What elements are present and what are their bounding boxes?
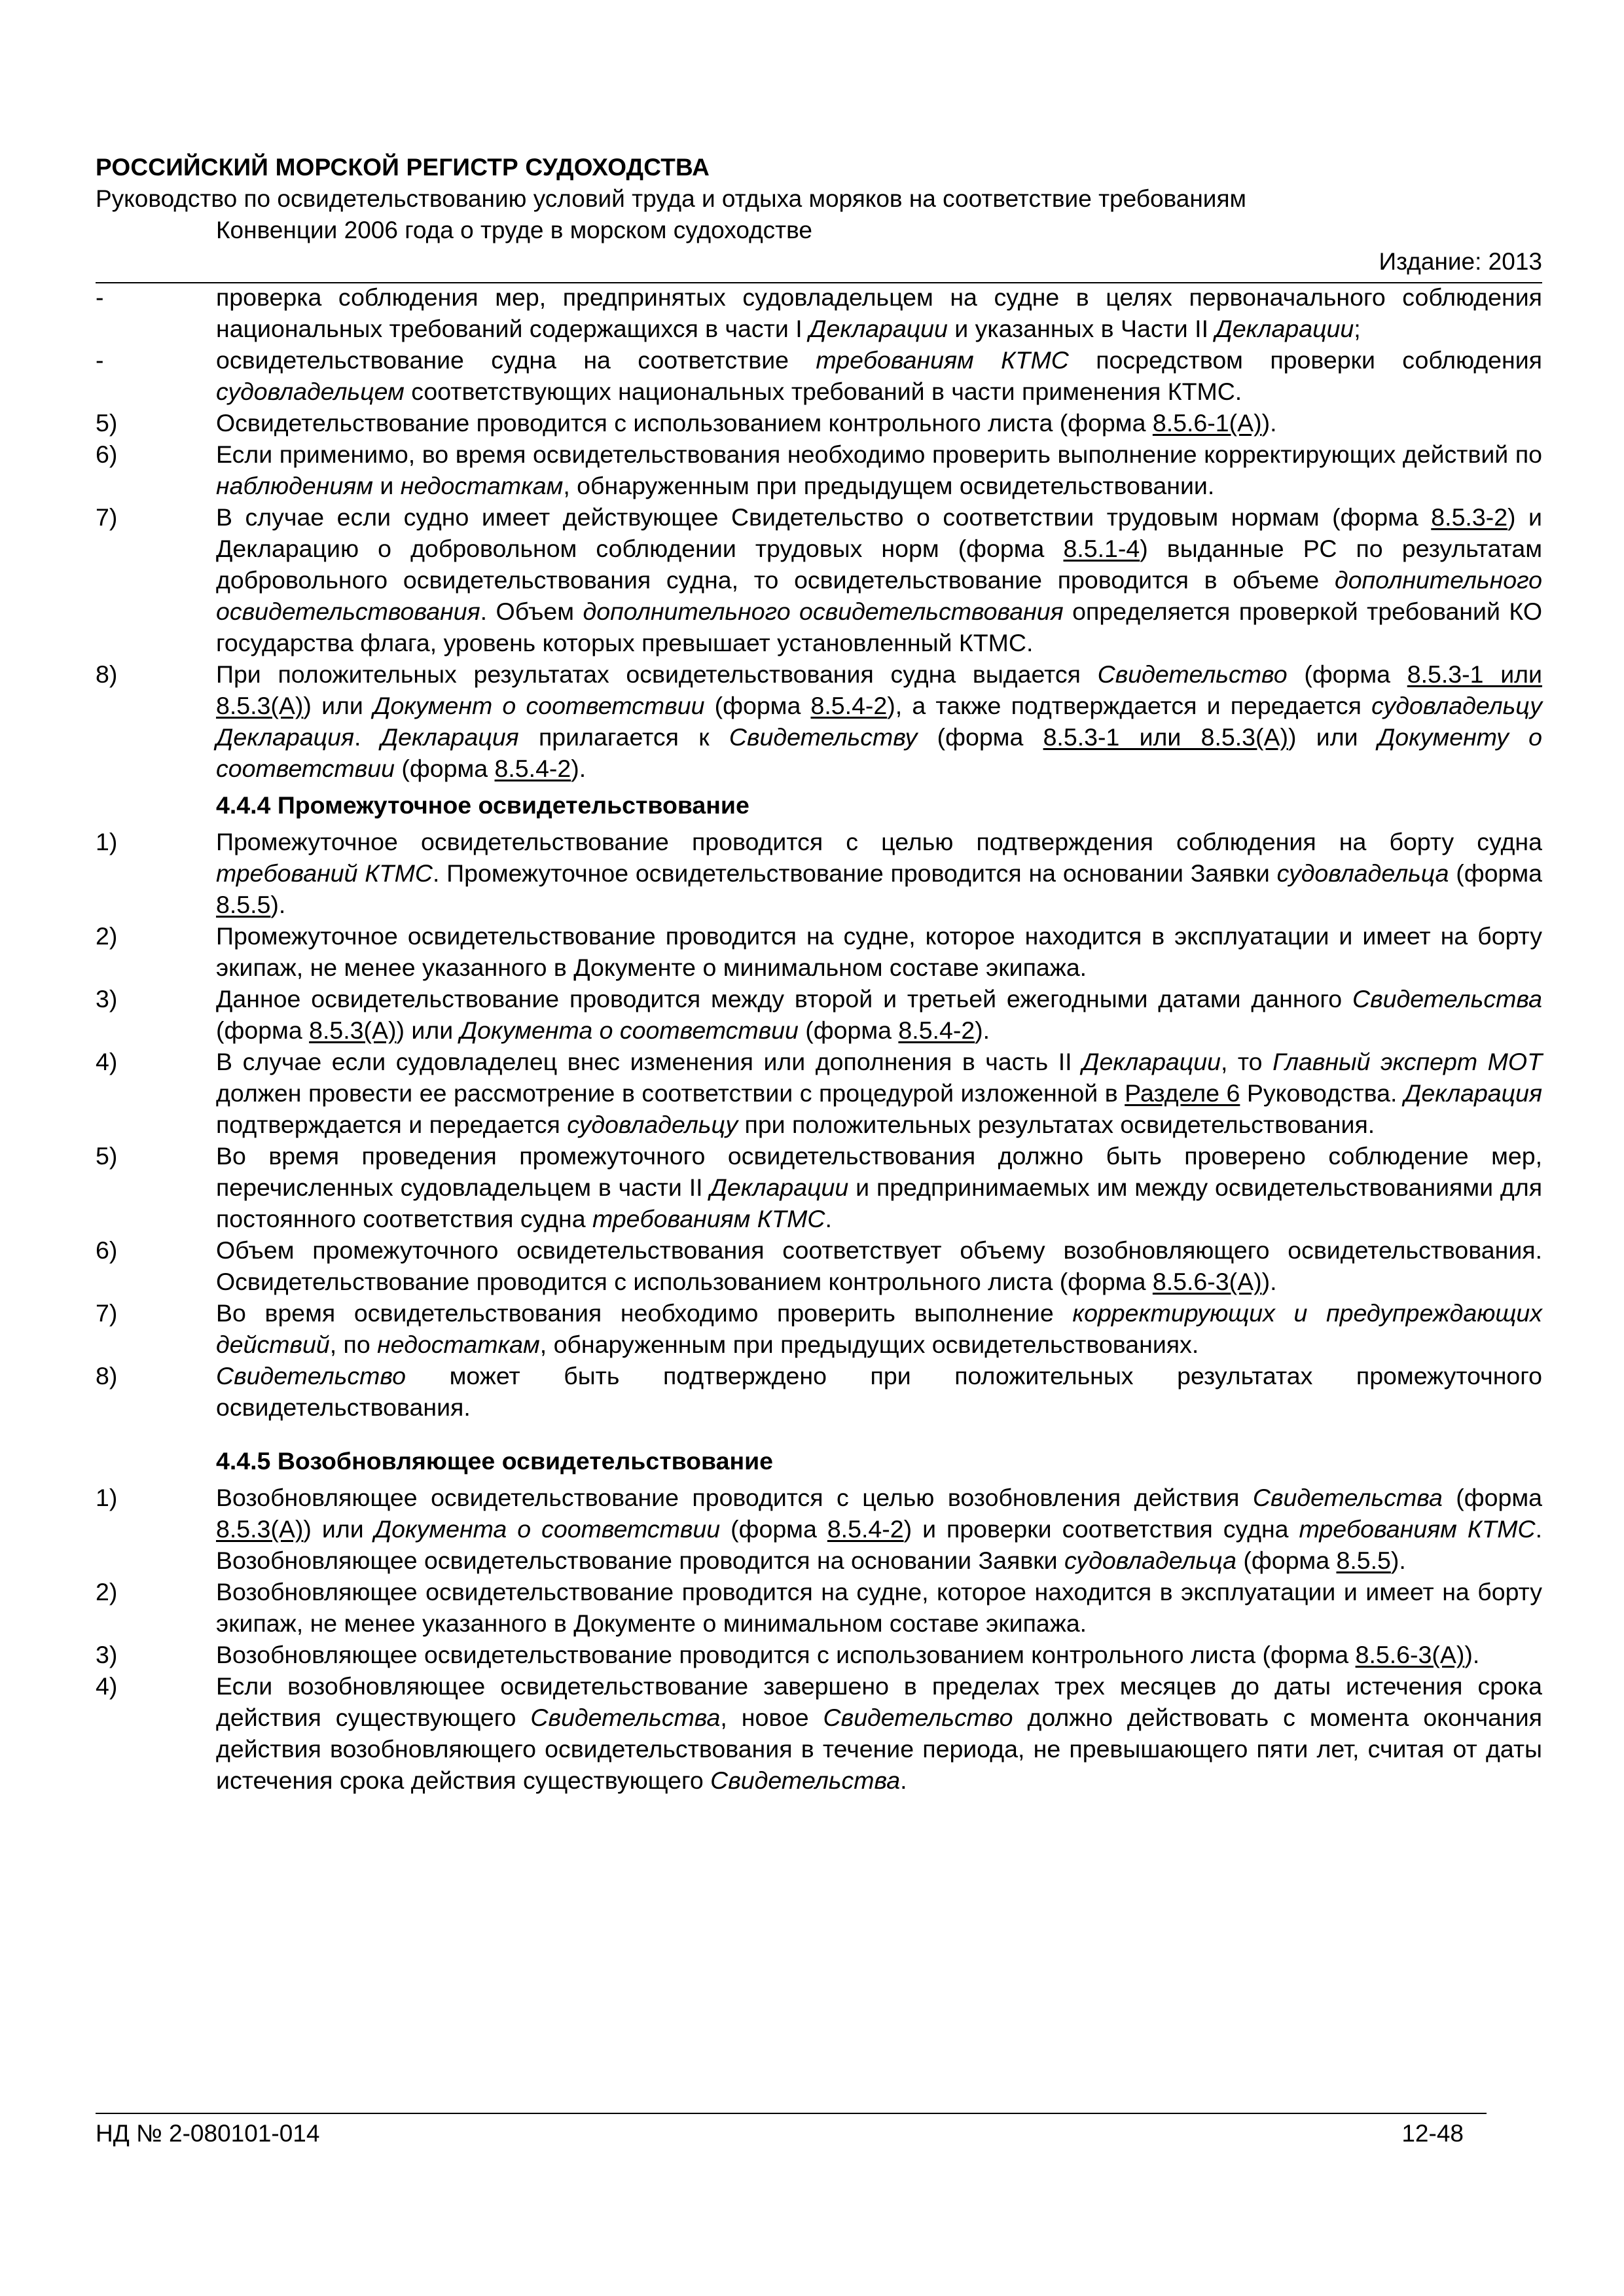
form-link[interactable]: 8.5.3-1 или 8.5.3(А) [1043, 723, 1289, 751]
paragraph: Объем промежуточного освидетельствования соответствует объему возобновляющего освидетельствования. Освидетельствование проводится с использованием контрольного листа (форма 8.5.6-3(А)). [216, 1236, 1542, 1295]
list-item [96, 1234, 1542, 1297]
list-marker: 5) [96, 1142, 118, 1170]
list-item [96, 1360, 1542, 1423]
list-marker: 7) [96, 1299, 118, 1327]
paragraph: проверка соблюдения мер, предпринятых судовладельцем на судне в целях первоначального соблюдения национальных требований содержащихся в части I Декларации и указанных в Части II Декларации; [216, 283, 1542, 342]
form-link[interactable]: 8.5.3-2 [1431, 503, 1508, 531]
list-item [96, 501, 1542, 658]
subtitle-line-2: Конвенции 2006 года о труде в морском судоходстве [216, 217, 812, 243]
list-marker: 7) [96, 503, 118, 531]
paragraph: освидетельствование судна на соответствие требованиям КТМС посредством проверки соблюдения судовладельцем соответствующих национальных требований в части применения КТМС. [216, 346, 1542, 405]
paragraph: Во время проведения промежуточного освидетельствования должно быть проверено соблюдение мер, перечисленных судовладельцем в части II Декларации и предпринимаемых им между освидетельствованиями для постоянного соответствия судна требованиям КТМС. [216, 1142, 1543, 1232]
form-link[interactable]: 8.5.5 [1336, 1547, 1391, 1574]
document-number: НД № 2-080101-014 [96, 2120, 320, 2147]
footer-divider [96, 2113, 1487, 2114]
form-link[interactable]: 8.5.6-1(А) [1152, 409, 1262, 437]
list-marker: 4) [96, 1048, 118, 1075]
document-body [96, 281, 1542, 1796]
list-item [96, 1639, 1542, 1670]
form-link[interactable]: 8.5.4-2 [827, 1515, 904, 1543]
paragraph: Если возобновляющее освидетельствование завершено в пределах трех месяцев до даты истечения срока действия существующего Свидетельства, новое Свидетельство должно действовать с момента окончания действия возобновляющего освидетельствования в течение периода, не превышающего пяти лет, считая от даты истечения срока действия существующего Свидетельства. [216, 1672, 1542, 1794]
list-marker: 1) [96, 828, 118, 855]
paragraph: Во время освидетельствования необходимо проверить выполнение корректирующих и предупреждающих действий, по недостаткам, обнаруженным при предыдущих освидетельствованиях. [216, 1299, 1542, 1358]
list-marker: 3) [96, 985, 118, 1013]
form-link[interactable]: 8.5.4-2 [898, 1016, 975, 1044]
paragraph: В случае если судно имеет действующее Свидетельство о соответствии трудовым нормам (форма 8.5.3-2) и Декларацию о добровольном соблюдении трудовых норм (форма 8.5.1-4) выданные РС по результатам добровольного освидетельствования судна, то освидетельствование проводится в объеме дополнительного освидетельствования. Объем дополнительного освидетельствования определяется проверкой требований КО государства флага, уровень которых превышает установленный КТМС. [216, 503, 1542, 656]
list-marker: 2) [96, 1578, 118, 1605]
list-marker: 3) [96, 1641, 118, 1668]
organization-name: РОССИЙСКИЙ МОРСКОЙ РЕГИСТР СУДОХОДСТВА [96, 154, 710, 181]
list-item [96, 1576, 1542, 1639]
form-link[interactable]: 8.5.1-4 [1063, 535, 1140, 562]
list-item [96, 1482, 1542, 1576]
paragraph: Возобновляющее освидетельствование проводится с целью возобновления действия Свидетельства (форма 8.5.3(А)) или Документа о соответствии (форма 8.5.4-2) и проверки соответствия судна требованиям КТМС. Возобновляющее освидетельствование проводится на основании Заявки судовладельца (форма 8.5.5). [216, 1484, 1543, 1574]
list-item [96, 344, 1542, 407]
paragraph: Данное освидетельствование проводится между второй и третьей ежегодными датами данного Свидетельства (форма 8.5.3(А)) или Документа о соответствии (форма 8.5.4-2). [216, 985, 1542, 1044]
form-link[interactable]: 8.5.4-2 [494, 755, 571, 782]
form-link[interactable]: 8.5.5 [216, 891, 271, 918]
form-link[interactable]: 8.5.4-2 [810, 692, 888, 719]
section-heading: 4.4.5 Возобновляющее освидетельствование [216, 1447, 774, 1475]
form-link[interactable]: 8.5.6-3(А) [1355, 1641, 1465, 1668]
section-link[interactable]: Разделе 6 [1125, 1079, 1240, 1107]
list-marker: 1) [96, 1484, 118, 1511]
page-header [96, 152, 1542, 278]
paragraph: Промежуточное освидетельствование проводится с целью подтверждения соблюдения на борту судна требований КТМС. Промежуточное освидетельствование проводится на основании Заявки судовладельца (форма 8.5.5). [216, 828, 1543, 918]
list-item [96, 1297, 1542, 1360]
list-item [96, 658, 1542, 784]
list-item [96, 281, 1542, 344]
edition-label: Издание: 2013 [1379, 248, 1542, 275]
paragraph: Если применимо, во время освидетельствования необходимо проверить выполнение корректирующих действий по наблюдениям и недостаткам, обнаруженным при предыдущем освидетельствовании. [216, 440, 1542, 499]
list-item [96, 920, 1542, 983]
form-link[interactable]: 8.5.3-1 или 8.5.3(А) [216, 660, 1542, 719]
paragraph: Возобновляющее освидетельствование проводится на судне, которое находится в эксплуатации и имеет на борту экипаж, не менее указанного в Документе о минимальном составе экипажа. [216, 1578, 1542, 1637]
page-number: 12-48 [1401, 2120, 1464, 2147]
page-footer [96, 2118, 1464, 2149]
paragraph: Промежуточное освидетельствование проводится на судне, которое находится в эксплуатации и имеет на борту экипаж, не менее указанного в Документе о минимальном составе экипажа. [216, 922, 1542, 981]
list-item [96, 1670, 1542, 1796]
list-marker: 6) [96, 440, 118, 468]
form-link[interactable]: 8.5.3(А) [309, 1016, 397, 1044]
section-heading: 4.4.4 Промежуточное освидетельствование [216, 791, 749, 819]
list-item [96, 826, 1542, 920]
list-item [96, 439, 1542, 501]
form-link[interactable]: 8.5.3(А) [216, 1515, 304, 1543]
list-marker: 5) [96, 409, 118, 437]
list-item [96, 1140, 1542, 1234]
paragraph: При положительных результатах освидетельствования судна выдается Свидетельство (форма 8.5.3-1 или 8.5.3(А)) или Документ о соответствии (форма 8.5.4-2), а также подтверждается и передается судовладельцу Декларация. Декларация прилагается к Свидетельству (форма 8.5.3-1 или 8.5.3(А)) или Документу о соответствии (форма 8.5.4-2). [216, 660, 1543, 782]
list-item [96, 983, 1542, 1046]
subtitle-line-1: Руководство по освидетельствованию условий труда и отдыха моряков на соответствие требованиям [96, 185, 1246, 212]
list-marker: 8) [96, 660, 118, 688]
list-item [96, 407, 1542, 439]
paragraph: Свидетельство может быть подтверждено при положительных результатах промежуточного освидетельствования. [216, 1362, 1542, 1421]
list-marker: 6) [96, 1236, 118, 1264]
list-marker: 2) [96, 922, 118, 950]
form-link[interactable]: 8.5.6-3(А) [1152, 1268, 1262, 1295]
list-marker: - [96, 283, 104, 311]
list-marker: 8) [96, 1362, 118, 1390]
paragraph: Возобновляющее освидетельствование проводится с использованием контрольного листа (форма 8.5.6-3(А)). [216, 1641, 1480, 1668]
paragraph: В случае если судовладелец внес изменения или дополнения в часть II Декларации, то Главный эксперт МОТ должен провести ее рассмотрение в соответствии с процедурой изложенной в Разделе 6 Руководства. Декларация подтверждается и передается судовладельцу при положительных результатах освидетельствования. [216, 1048, 1542, 1138]
list-marker: 4) [96, 1672, 118, 1700]
list-marker: - [96, 346, 104, 374]
document-subtitle [96, 183, 1542, 246]
paragraph: Освидетельствование проводится с использованием контрольного листа (форма 8.5.6-1(А)). [216, 409, 1277, 437]
list-item [96, 1046, 1542, 1140]
